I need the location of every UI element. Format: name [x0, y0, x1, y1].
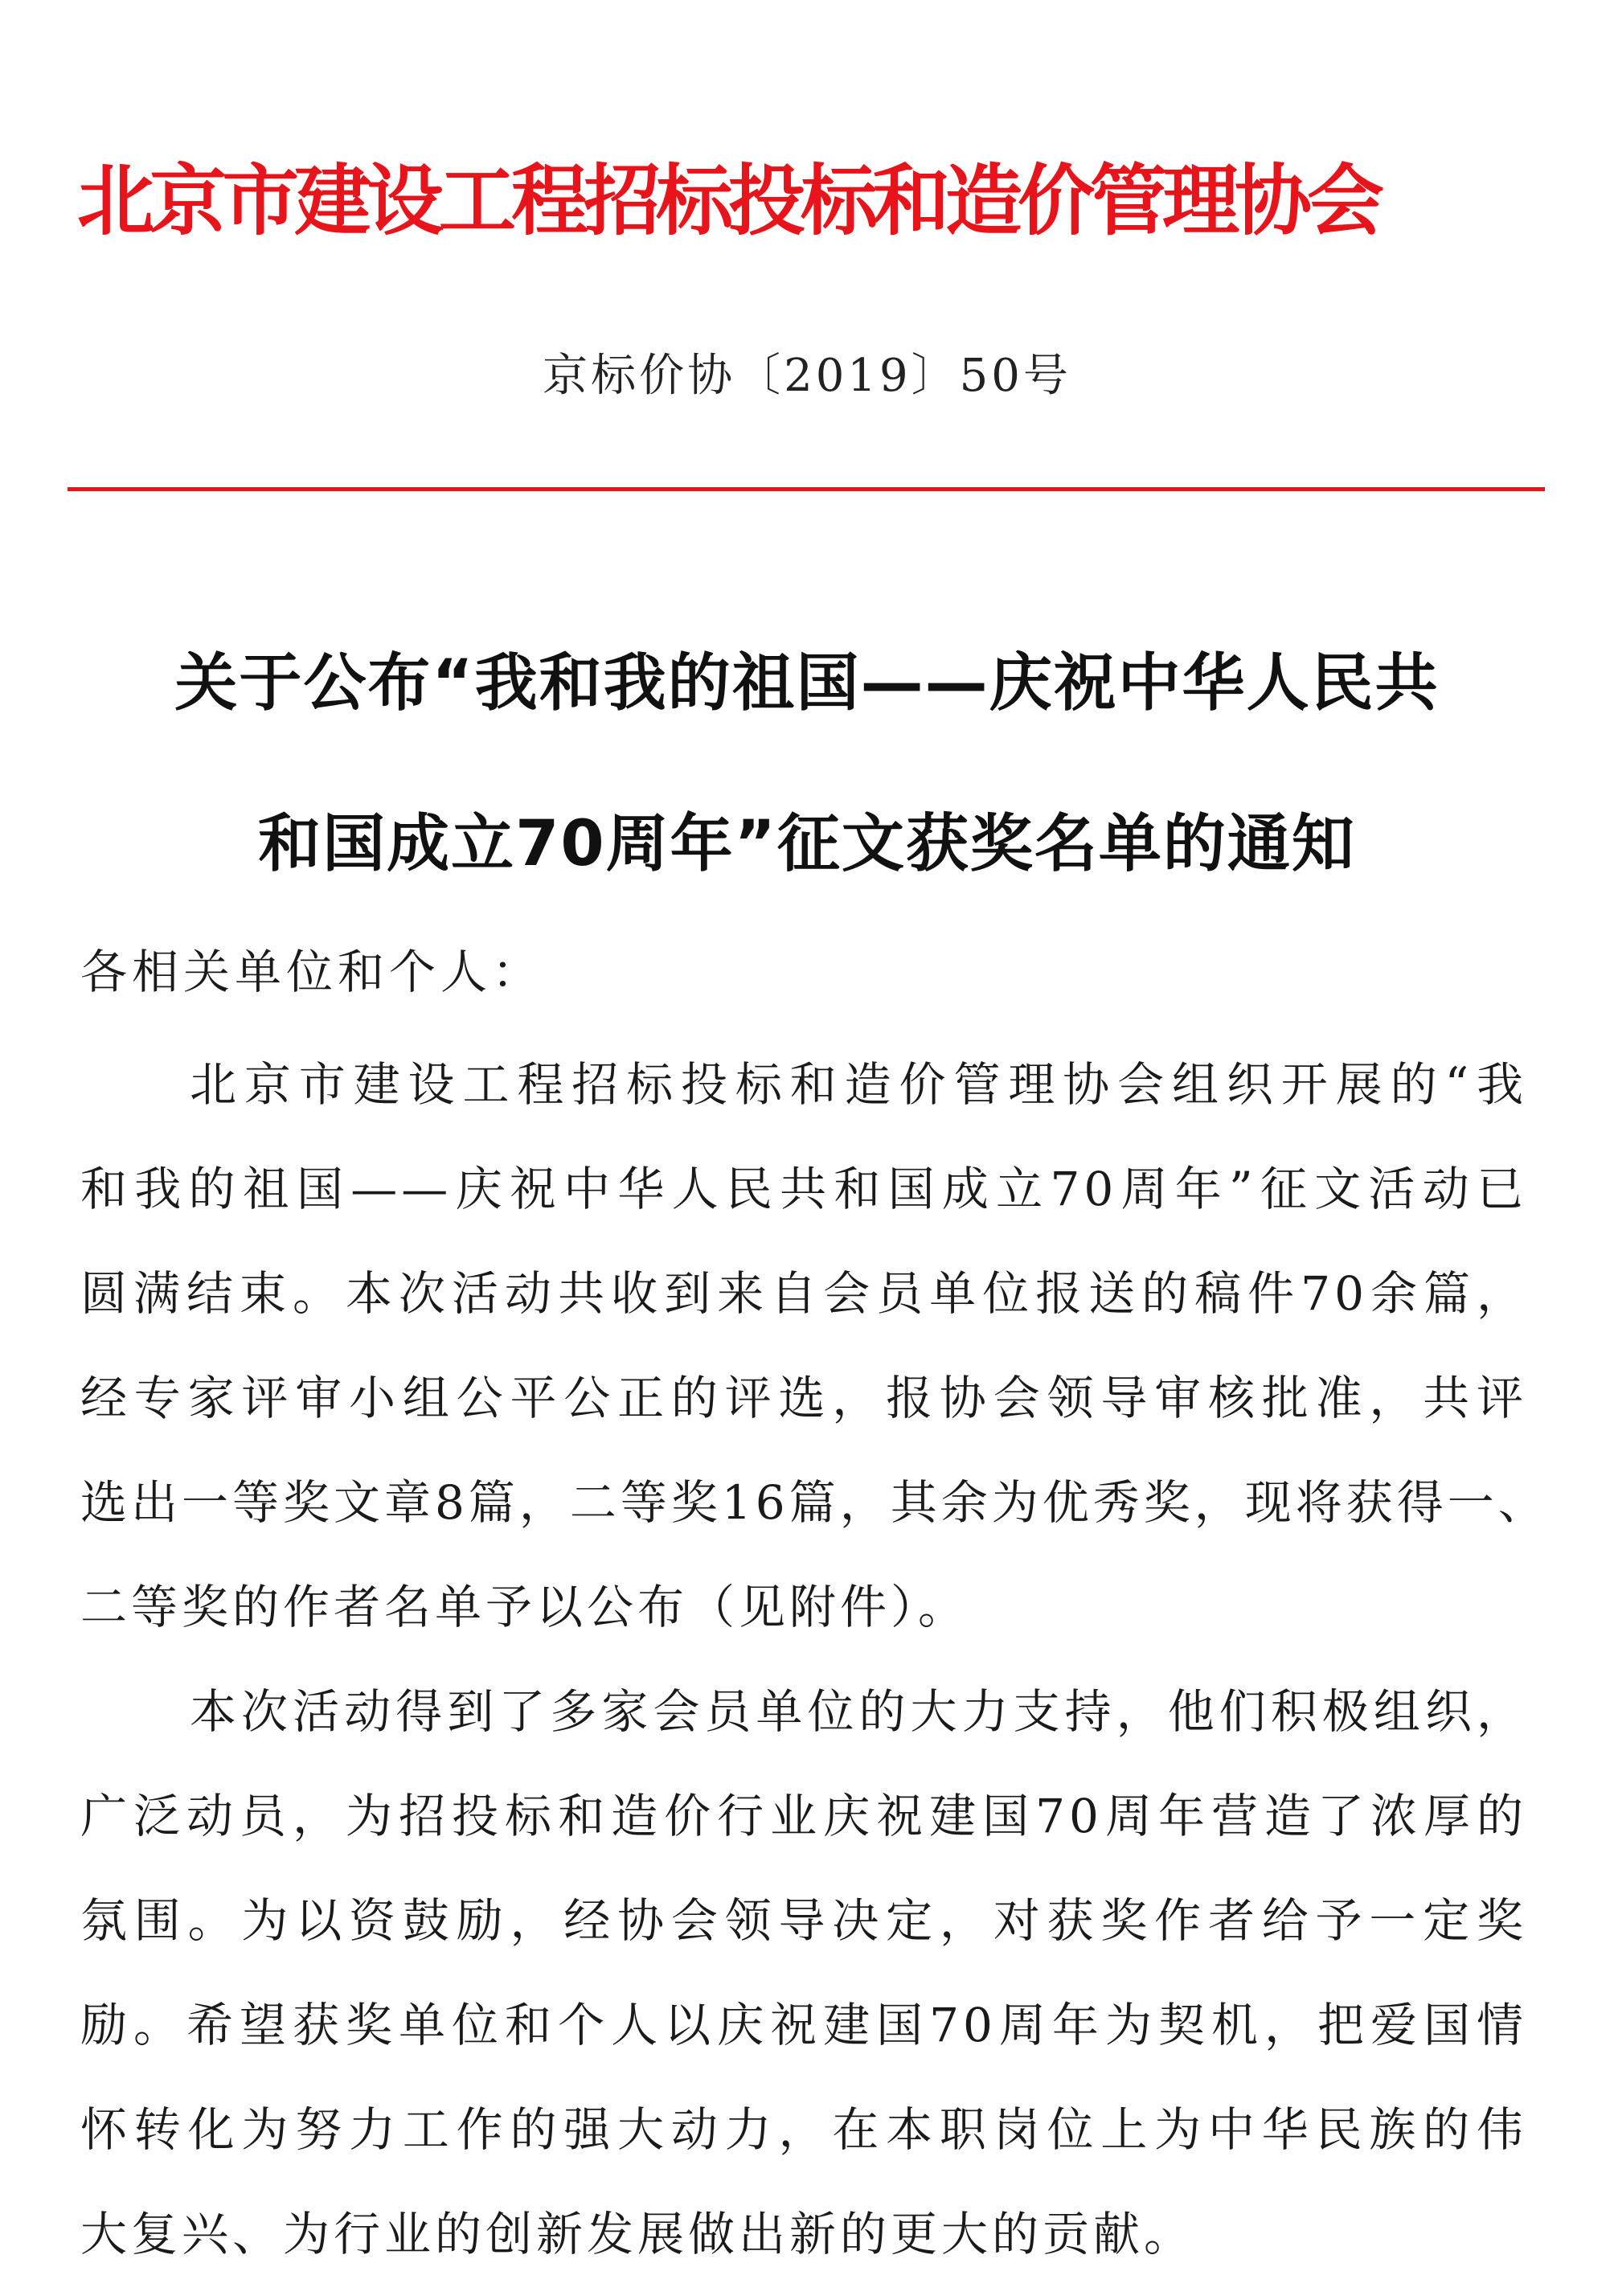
document-number: 京标价协〔2019〕50号	[543, 350, 1071, 402]
notice-title	[0, 635, 1614, 957]
paragraph-line: 本次活动得到了多家会员单位的大力支持，他们积极组织，	[190, 1684, 1527, 1739]
paragraph-line: 大复兴、为行业的创新发展做出新的更大的贡献。	[80, 2207, 1195, 2261]
body-paragraph-2	[80, 1659, 1527, 2286]
salutation: 各相关单位和个人：	[80, 945, 544, 999]
paragraph-line: 选出一等奖文章8篇，二等奖16篇，其余为优秀奖，现将获得一、	[80, 1475, 1549, 1530]
paragraph-line: 北京市建设工程招标投标和造价管理协会组织开展的“我	[190, 1057, 1527, 1112]
notice-title-line-1: 关于公布“我和我的祖国——庆祝中华人民共	[174, 647, 1440, 720]
paragraph-line: 广泛动员，为招投标和造价行业庆祝建国70周年营造了浓厚的	[80, 1789, 1527, 1843]
paragraph-line: 怀转化为努力工作的强大动力，在本职岗位上为中华民族的伟	[80, 2102, 1527, 2157]
paragraph-line: 氛围。为以资鼓励，经协会领导决定，对获奖作者给予一定奖	[80, 1893, 1527, 1948]
paragraph-line: 经专家评审小组公平公正的评选，报协会领导审核批准，共评	[80, 1371, 1527, 1425]
paragraph-line: 和我的祖国——庆祝中华人民共和国成立70周年”征文活动已	[80, 1162, 1527, 1216]
paragraph-line: 圆满结束。本次活动共收到来自会员单位报送的稿件70余篇，	[80, 1266, 1527, 1321]
organization-title: 北京市建设工程招标投标和造价管理协会	[77, 156, 1379, 246]
paragraph-line: 二等奖的作者名单予以公布（见附件）。	[80, 1580, 969, 1634]
header-divider	[68, 487, 1545, 491]
body-paragraph-1	[80, 1032, 1549, 1659]
notice-title-line-2: 和国成立70周年”征文获奖名单的通知	[258, 808, 1356, 880]
paragraph-line: 励。希望获奖单位和个人以庆祝建国70周年为契机，把爱国情	[80, 1998, 1527, 2052]
